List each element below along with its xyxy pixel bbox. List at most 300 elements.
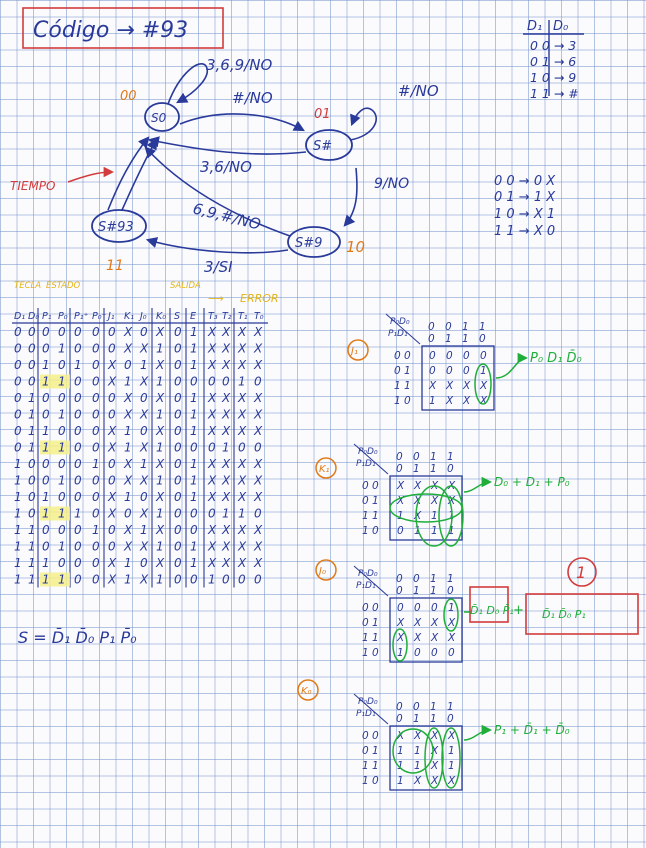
table-cell: 0 xyxy=(254,506,262,521)
table-cell: X xyxy=(254,358,263,372)
state-code: 10 xyxy=(346,238,366,256)
kmap-corner-left: P₁D₁ xyxy=(356,459,376,469)
table-cell: 1 xyxy=(14,556,22,570)
kmap-cell: 1 xyxy=(414,745,421,757)
kmap-col-head: 0 xyxy=(396,585,403,597)
kmap-cell: X xyxy=(431,730,439,742)
kmap-cell: 0 xyxy=(431,647,438,659)
gray-code-row: 1 1 → X 0 xyxy=(494,224,556,239)
kmap-cell: X xyxy=(414,617,422,629)
table-header-cell: P₁⁺ xyxy=(74,311,89,322)
kmap-corner-left: P₁D₁ xyxy=(356,709,376,719)
kmap-corner-top: P₀D₀ xyxy=(358,569,378,579)
table-cell: 0 xyxy=(74,440,82,455)
kmap-cell: X xyxy=(414,632,422,644)
transition-label: 3/SI xyxy=(204,258,233,276)
table-row xyxy=(14,424,263,438)
table-cell: 0 xyxy=(74,424,82,438)
table-cell: X xyxy=(140,473,149,488)
table-cell: X xyxy=(222,424,231,438)
kmap-cell: X xyxy=(480,395,488,407)
kmap-row-head: 1 0 xyxy=(394,395,411,407)
table-cell: X xyxy=(140,374,149,389)
kmap-label: K₁ xyxy=(319,464,330,475)
table-cell: 1 xyxy=(190,457,198,471)
kmap xyxy=(348,314,583,410)
kmap-col-head: 0 xyxy=(428,321,435,333)
table-cell: X xyxy=(254,407,263,422)
kmap-cell: 1 xyxy=(414,760,421,772)
table-header-cell: K₁ xyxy=(124,311,135,322)
table-header-cell: T₁ xyxy=(238,311,248,322)
table-header-cell: J₀ xyxy=(140,311,147,322)
table-cell: X xyxy=(108,424,117,438)
table-cell: 0 xyxy=(28,325,36,339)
table-cell: 0 xyxy=(14,325,22,339)
kmap-cell: 1 xyxy=(431,510,438,522)
kmap-cell: 0 xyxy=(446,350,453,362)
kmap-cell: 1 xyxy=(448,510,455,522)
table-cell: X xyxy=(254,424,263,438)
table-row xyxy=(14,474,263,488)
table-cell: 0 xyxy=(28,506,36,521)
state-label: S0 xyxy=(151,111,167,125)
table-cell: 0 xyxy=(74,325,82,339)
table-cell: 0 xyxy=(28,374,36,389)
table-cell: X xyxy=(156,523,165,537)
table-cell: 0 xyxy=(92,374,100,389)
table-header-cell: P₀⁺ xyxy=(92,311,107,322)
table-cell: 0 xyxy=(14,407,22,422)
table-cell: 1 xyxy=(28,556,36,570)
table-header-cell: P₁ xyxy=(42,311,52,322)
table-cell: X xyxy=(208,523,217,537)
table-cell: X xyxy=(222,523,231,537)
table-cell: 1 xyxy=(58,341,66,356)
kmap-cell: 1 xyxy=(397,775,404,787)
kmap-cell: X xyxy=(448,632,456,644)
kmap-col-head: 1 xyxy=(447,573,454,585)
table-row xyxy=(14,523,263,537)
table-cell: 1 xyxy=(156,374,164,389)
table-cell: X xyxy=(238,457,247,471)
table-cell: 1 xyxy=(42,374,50,389)
table-cell: 0 xyxy=(14,341,22,356)
table-cell: 0 xyxy=(174,374,182,389)
kmap-result-plus: + xyxy=(513,603,524,618)
kmap-cell: X xyxy=(448,480,456,492)
kmap-row-head: 1 1 xyxy=(394,380,411,392)
table-cell: 1 xyxy=(58,572,66,587)
table-cell: X xyxy=(222,556,231,570)
kmap-cell: X xyxy=(431,617,439,629)
table-cell: 0 xyxy=(28,490,36,504)
table-cell: 1 xyxy=(156,341,164,356)
table-cell: 0 xyxy=(42,407,50,422)
kmap-col-head: 0 xyxy=(445,321,452,333)
table-header-cell: T₃ xyxy=(208,311,218,322)
table-cell: 1 xyxy=(14,490,22,504)
table-cell: X xyxy=(222,325,231,339)
table-cell: 0 xyxy=(42,457,50,471)
kmap-cell: X xyxy=(463,395,471,407)
gray-code-row: 1 0 → X 1 xyxy=(494,207,556,222)
table-cell: X xyxy=(108,506,117,521)
table-cell: 0 xyxy=(174,556,182,570)
table-cell: X xyxy=(238,407,247,422)
table-cell: 0 xyxy=(74,457,82,471)
transition-arrow xyxy=(168,64,207,104)
transition-label: 6,9,#/NO xyxy=(191,199,263,234)
kmap-col-head: 0 xyxy=(396,573,403,585)
table-cell: 1 xyxy=(28,424,36,438)
table-cell: 0 xyxy=(108,407,116,422)
kmap-row-head: 1 0 xyxy=(362,775,379,787)
table-cell: 0 xyxy=(190,374,198,389)
table-cell: 0 xyxy=(108,391,116,405)
kmap-cell: 1 xyxy=(448,525,455,537)
table-cell: 1 xyxy=(190,473,198,488)
table-cell: 0 xyxy=(254,440,262,455)
table-cell: X xyxy=(238,341,247,356)
kmap-col-head: 1 xyxy=(430,701,437,713)
transition-label: #/NO xyxy=(232,89,273,107)
table-cell: X xyxy=(254,539,263,554)
table-cell: 0 xyxy=(58,358,66,372)
table-cell: 0 xyxy=(92,341,100,356)
table-cell: 0 xyxy=(190,523,198,537)
table-cell: 0 xyxy=(140,424,148,438)
kmap-col-head: 1 xyxy=(462,333,469,345)
table-cell: 1 xyxy=(156,473,164,488)
kmap-cell: X xyxy=(414,510,422,522)
table-cell: X xyxy=(238,424,247,438)
kmap-cell: 0 xyxy=(397,525,404,537)
kmap-cell: X xyxy=(446,395,454,407)
kmap-cell: 0 xyxy=(463,350,470,362)
table-cell: X xyxy=(156,556,165,570)
table-cell: 1 xyxy=(92,457,100,471)
table-cell: 0 xyxy=(74,407,82,422)
kmap-col-head: 0 xyxy=(413,451,420,463)
kmap-col-head: 0 xyxy=(479,333,486,345)
table-cell: 0 xyxy=(58,325,66,339)
table-cell: 1 xyxy=(14,457,22,471)
table-cell: 0 xyxy=(92,391,100,405)
table-cell: X xyxy=(222,457,231,471)
table-cell: 1 xyxy=(42,556,50,570)
timeout-label: TIEMPO xyxy=(10,179,56,193)
table-cell: 0 xyxy=(58,556,66,570)
table-cell: 1 xyxy=(14,506,22,521)
table-cell: 1 xyxy=(124,490,132,504)
transition-arrow xyxy=(180,114,303,130)
table-cell: 1 xyxy=(74,358,82,372)
table-cell: 1 xyxy=(208,572,216,587)
kmap-result: P₁ + D̄₁ + D̄₀ xyxy=(494,723,570,737)
table-cell: 0 xyxy=(14,440,22,455)
encoding-row: 1 1 → # xyxy=(530,86,579,101)
table-cell: 1 xyxy=(190,325,198,339)
kmap-label: K₀ xyxy=(301,686,312,697)
transition-label: 9/NO xyxy=(374,176,410,192)
table-row xyxy=(14,457,263,471)
table-cell: X xyxy=(140,341,149,356)
table-cell: X xyxy=(254,473,263,488)
kmap-col-head: 0 xyxy=(396,713,403,725)
table-cell: X xyxy=(108,556,117,570)
kmap-cell: 1 xyxy=(448,760,455,772)
table-cell: 0 xyxy=(174,572,182,587)
kmap-col-head: 0 xyxy=(447,585,454,597)
table-cell: 1 xyxy=(124,556,132,570)
kmap-cell: X xyxy=(429,380,437,392)
table-cell: 1 xyxy=(238,506,246,521)
table-cell: 1 xyxy=(190,391,198,405)
table-cell: X xyxy=(124,391,133,405)
table-cell: 1 xyxy=(14,572,22,587)
table-cell: 0 xyxy=(174,341,182,356)
encoding-header-d0: D₀ xyxy=(553,19,569,34)
table-cell: 0 xyxy=(174,473,182,488)
table-cell: 1 xyxy=(42,490,50,504)
table-cell: X xyxy=(140,407,149,422)
table-header-cell: D₀ xyxy=(28,311,40,322)
table-cell: 0 xyxy=(140,391,148,405)
table-cell: X xyxy=(208,424,217,438)
table-cell: X xyxy=(156,424,165,438)
table-cell: 0 xyxy=(208,506,216,521)
table-header-cell: J₁ xyxy=(108,311,115,322)
kmap-cell: X xyxy=(463,380,471,392)
kmap-cell: X xyxy=(414,730,422,742)
kmap-col-head: 1 xyxy=(479,321,486,333)
table-cell: 0 xyxy=(174,358,182,372)
kmap-cell: 0 xyxy=(429,350,436,362)
kmap-col-head: 0 xyxy=(413,701,420,713)
table-header-cell: T₀ xyxy=(254,311,264,322)
table-cell: 0 xyxy=(74,556,82,570)
kmap-row-head: 0 1 xyxy=(394,365,411,377)
table-cell: 0 xyxy=(108,539,116,554)
kmap-cell: X xyxy=(397,480,405,492)
encoding-table xyxy=(523,19,584,101)
transition-arrow xyxy=(108,138,148,210)
table-cell: 1 xyxy=(14,539,22,554)
transition-label: 3,6/NO xyxy=(200,158,252,176)
transition-label: 3,6,9/NO xyxy=(206,56,273,74)
table-cell: 1 xyxy=(74,506,82,521)
table-cell: X xyxy=(254,325,263,339)
kmap-row-head: 0 0 xyxy=(362,480,379,492)
kmap-col-head: 1 xyxy=(430,463,437,475)
table-cell: 1 xyxy=(28,572,36,587)
table-cell: 0 xyxy=(42,391,50,405)
table-cell: 0 xyxy=(174,457,182,471)
table-cell: 1 xyxy=(190,490,198,504)
state-code: 01 xyxy=(314,107,331,122)
table-cell: X xyxy=(208,556,217,570)
table-cell: 1 xyxy=(238,374,246,389)
kmap-cell: 0 xyxy=(446,365,453,377)
kmap-col-head: 1 xyxy=(413,713,420,725)
table-cell: 1 xyxy=(124,424,132,438)
table-cell: 0 xyxy=(238,572,246,587)
table-cell: 1 xyxy=(58,506,66,521)
kmap-result: D̄₁ D̄₀ P₁ xyxy=(542,608,586,621)
table-cell: 1 xyxy=(92,523,100,537)
kmap-cell: X xyxy=(397,617,405,629)
table-row xyxy=(14,408,263,422)
table-row xyxy=(14,358,263,372)
table-cell: X xyxy=(156,490,165,504)
group-label-tecla: TECLA xyxy=(14,281,42,291)
table-cell: 0 xyxy=(74,473,82,488)
table-cell: 0 xyxy=(174,523,182,537)
kmap-label: J₁ xyxy=(351,346,358,357)
table-cell: X xyxy=(254,341,263,356)
kmap-cell: 0 xyxy=(414,647,421,659)
table-cell: 0 xyxy=(174,490,182,504)
kmap-row-head: 1 1 xyxy=(362,510,379,522)
transition-arrow xyxy=(350,108,376,140)
table-cell: 0 xyxy=(140,325,148,339)
table-cell: 0 xyxy=(108,341,116,356)
table-cell: X xyxy=(108,490,117,504)
table-cell: X xyxy=(238,556,247,570)
table-cell: 0 xyxy=(124,358,132,372)
table-cell: 0 xyxy=(74,391,82,405)
table-cell: 0 xyxy=(222,374,230,389)
kmap-corner-top: P₀D₀ xyxy=(358,697,378,707)
title: Código → #93 xyxy=(33,18,189,43)
table-cell: X xyxy=(156,358,165,372)
kmap-corner-left: P₁D₁ xyxy=(356,581,376,591)
kmap-cell: X xyxy=(397,730,405,742)
table-row xyxy=(14,540,263,554)
table-cell: 0 xyxy=(58,523,66,537)
table-row xyxy=(14,490,263,504)
table-cell: 0 xyxy=(14,374,22,389)
table-cell: 0 xyxy=(124,506,132,521)
table-row xyxy=(14,556,263,570)
table-cell: X xyxy=(156,391,165,405)
table-cell: 0 xyxy=(92,473,100,488)
table-cell: X xyxy=(140,506,149,521)
table-cell: X xyxy=(222,490,231,504)
kmap-row-head: 0 0 xyxy=(362,602,379,614)
table-cell: 1 xyxy=(190,424,198,438)
table-cell: 1 xyxy=(190,556,198,570)
table-cell: 1 xyxy=(58,440,66,455)
transition-arrow xyxy=(345,168,357,225)
kmap-cell: X xyxy=(448,730,456,742)
state-code: 00 xyxy=(120,89,137,104)
table-cell: 0 xyxy=(58,424,66,438)
table-cell: 0 xyxy=(92,539,100,554)
kmap-cell: 1 xyxy=(480,365,487,377)
state-label: S#9 xyxy=(295,236,323,251)
table-cell: 0 xyxy=(174,407,182,422)
table-cell: X xyxy=(208,358,217,372)
kmap-cell: 0 xyxy=(463,365,470,377)
table-header-cell: K₀ xyxy=(156,311,167,322)
gray-code-row: 0 1 → 1 X xyxy=(494,190,556,205)
kmap-cell: X xyxy=(414,480,422,492)
table-cell: 1 xyxy=(42,572,50,587)
kmap-cell: 1 xyxy=(397,760,404,772)
table-cell: 1 xyxy=(42,440,50,455)
table-cell: 0 xyxy=(92,358,100,372)
kmap-cell: X xyxy=(397,495,405,507)
kmap-cell: X xyxy=(431,760,439,772)
table-header-cell: S xyxy=(174,311,181,322)
kmap xyxy=(298,680,570,790)
table-cell: 1 xyxy=(156,440,164,455)
table-cell: X xyxy=(222,407,231,422)
table-cell: 0 xyxy=(74,539,82,554)
table-cell: X xyxy=(238,358,247,372)
table-cell: 0 xyxy=(140,490,148,504)
table-cell: X xyxy=(238,473,247,488)
kmap-col-head: 0 xyxy=(413,573,420,585)
kmap-cell: 0 xyxy=(480,350,487,362)
kmap-col-head: 1 xyxy=(430,451,437,463)
kmap-cell: 1 xyxy=(429,395,436,407)
table-cell: 1 xyxy=(42,424,50,438)
kmap-col-head: 1 xyxy=(430,585,437,597)
kmap-result: D̄₁ D₀ P̄₁ xyxy=(470,604,514,617)
table-cell: X xyxy=(156,457,165,471)
table-cell: X xyxy=(222,358,231,372)
table-cell: 0 xyxy=(254,572,262,587)
table-cell: X xyxy=(140,440,149,455)
kmap-cell: 0 xyxy=(431,602,438,614)
table-cell: X xyxy=(208,391,217,405)
table-cell: X xyxy=(108,358,117,372)
table-cell: 0 xyxy=(108,523,116,537)
kmap-corner-top: P₀D₀ xyxy=(390,317,410,327)
table-cell: 1 xyxy=(58,374,66,389)
kmap-cell: 1 xyxy=(431,525,438,537)
table-cell: X xyxy=(208,473,217,488)
table-cell: X xyxy=(124,539,133,554)
state-label: S#93 xyxy=(98,220,134,235)
table-cell: 1 xyxy=(58,407,66,422)
table-cell: X xyxy=(208,407,217,422)
table-header-cell: D₁ xyxy=(14,311,26,322)
group-label-estado: ESTADO xyxy=(46,281,81,291)
table-cell: 0 xyxy=(74,490,82,504)
table-cell: X xyxy=(140,539,149,554)
table-cell: X xyxy=(208,490,217,504)
table-cell: 1 xyxy=(28,539,36,554)
table-cell: X xyxy=(124,407,133,422)
table-cell: 0 xyxy=(28,341,36,356)
table-cell: X xyxy=(124,341,133,356)
encoding-row: 0 1 → 6 xyxy=(530,54,577,69)
state-diagram xyxy=(10,56,439,276)
table-cell: 1 xyxy=(28,407,36,422)
table-cell: 0 xyxy=(92,325,100,339)
table-cell: X xyxy=(238,539,247,554)
kmap-row-head: 0 1 xyxy=(362,745,379,757)
circled-number: 1 xyxy=(576,563,587,582)
kmap-cell: X xyxy=(431,480,439,492)
kmap-cell: 1 xyxy=(397,510,404,522)
table-cell: 0 xyxy=(14,424,22,438)
table-cell: 1 xyxy=(190,407,198,422)
